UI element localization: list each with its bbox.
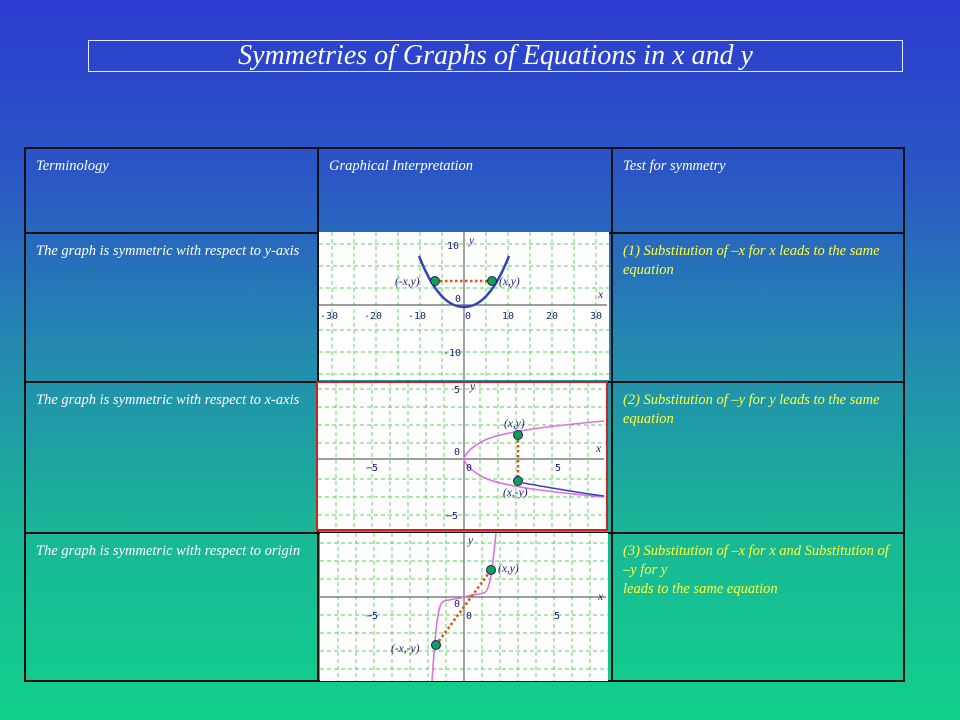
point-left [431, 277, 440, 286]
graph-origin-symmetry [320, 533, 608, 681]
y-tick-label: −5 [446, 511, 459, 522]
y-tick-label: 0 [455, 294, 462, 305]
label-x-axis: x [596, 443, 602, 455]
test-origin [613, 534, 905, 680]
y-tick-label: -10 [443, 348, 462, 359]
y-tick-label: 5 [454, 385, 461, 396]
label-x-axis: x [598, 591, 604, 603]
label-y-axis: y [469, 235, 475, 247]
page-title: Symmetries of Graphs of Equations in x and y [238, 40, 753, 71]
point-top [514, 431, 523, 440]
label-point-top: (x,y) [504, 418, 525, 430]
x-tick-label: -30 [320, 311, 339, 322]
x-tick-label: −5 [366, 463, 379, 474]
graph-y-axis-symmetry [319, 232, 609, 380]
test-y-axis: (1) Substitution of –x for x leads to the same equation [623, 243, 880, 278]
header-graphical-interpretation: Graphical Interpretation [329, 158, 474, 174]
header-terminology: Terminology [36, 158, 109, 174]
point-top [487, 566, 496, 575]
label-x-axis: x [598, 289, 604, 301]
point-bottom [514, 477, 523, 486]
header-test-for-symmetry: Test for symmetry [623, 158, 726, 174]
x-tick-label: 30 [590, 311, 603, 322]
terminology-y-axis: The graph is symmetric with respect to y-axis [36, 243, 300, 259]
label-point-left: (-x,y) [395, 276, 420, 288]
x-tick-label: 5 [554, 611, 561, 622]
y-tick-label: 0 [454, 447, 461, 458]
test-x-axis: (2) Substitution of –y for y leads to the same equation [623, 392, 880, 427]
test-origin-line-2: leads to the same equation [623, 581, 778, 597]
grid [318, 383, 606, 529]
y-tick-label: 0 [454, 599, 461, 610]
terminology-origin: The graph is symmetric with respect to origin [36, 543, 301, 559]
y-tick-label: 10 [447, 241, 460, 252]
graph-x-axis-symmetry [316, 381, 608, 531]
x-tick-label: −5 [366, 611, 379, 622]
label-point-bottom: (-x,-y) [391, 643, 420, 655]
label-y-axis: y [468, 535, 474, 547]
test-origin-line-1: (3) Substitution of –x for x and Substitution of –y for y [623, 543, 889, 578]
terminology-x-axis: The graph is symmetric with respect to x-axis [36, 392, 300, 408]
x-tick-label: 0 [465, 311, 472, 322]
x-tick-label: -20 [364, 311, 383, 322]
x-tick-label: 5 [555, 463, 562, 474]
label-point-top: (x,y) [498, 563, 519, 575]
label-point-right: (x,y) [499, 276, 520, 288]
x-tick-label: 0 [466, 463, 473, 474]
x-tick-label: -10 [408, 311, 427, 322]
label-point-bottom: (x,-y) [503, 487, 528, 499]
title-box [88, 40, 903, 72]
x-tick-label: 0 [466, 611, 473, 622]
label-y-axis: y [470, 383, 476, 393]
point-right [488, 277, 497, 286]
x-tick-label: 10 [502, 311, 515, 322]
x-tick-label: 20 [546, 311, 559, 322]
point-bottom [432, 641, 441, 650]
